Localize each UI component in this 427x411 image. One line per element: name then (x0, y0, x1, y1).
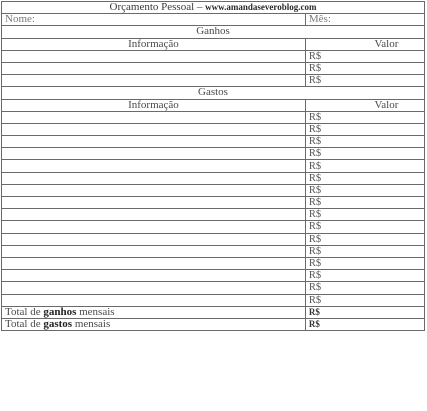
gastos-value-cell[interactable]: R$ (305, 245, 424, 257)
gastos-info-cell[interactable] (2, 221, 306, 233)
ganhos-info-cell[interactable] (2, 75, 306, 87)
gastos-row (2, 160, 425, 172)
ganhos-row (2, 50, 425, 62)
gastos-value-cell[interactable]: R$ (305, 282, 424, 294)
gastos-value-cell[interactable]: R$ (305, 270, 424, 282)
total-ganhos-label (2, 306, 306, 318)
gastos-value-cell[interactable]: R$ (305, 111, 424, 123)
ganhos-info-cell[interactable] (2, 50, 306, 62)
gastos-value-cell[interactable]: R$ (305, 209, 424, 221)
gastos-row (2, 111, 425, 123)
ganhos-value-header: Valor (305, 38, 424, 50)
gastos-row (2, 197, 425, 209)
title-site: www.amandaseveroblog.com (205, 2, 317, 13)
gastos-value-cell[interactable]: R$ (305, 294, 424, 306)
gastos-header-row (2, 99, 425, 111)
gastos-info-cell[interactable] (2, 294, 306, 306)
total-ganhos-post: mensais (76, 306, 115, 318)
title-text: Orçamento Pessoal – (109, 1, 203, 14)
gastos-info-cell[interactable] (2, 257, 306, 269)
month-field[interactable]: Mês: (305, 14, 424, 26)
gastos-info-cell[interactable] (2, 123, 306, 135)
total-gastos-row (2, 318, 425, 330)
gastos-value-cell[interactable]: R$ (305, 221, 424, 233)
title-row (2, 2, 425, 14)
ganhos-section-title: Ganhos (2, 26, 425, 38)
gastos-value-cell[interactable]: R$ (305, 160, 424, 172)
ganhos-value-cell[interactable]: R$ (305, 62, 424, 74)
gastos-row (2, 184, 425, 196)
gastos-info-cell[interactable] (2, 136, 306, 148)
ganhos-info-cell[interactable] (2, 62, 306, 74)
gastos-info-cell[interactable] (2, 209, 306, 221)
gastos-row (2, 136, 425, 148)
ganhos-row (2, 75, 425, 87)
total-gastos-label (2, 318, 306, 330)
gastos-info-cell[interactable] (2, 282, 306, 294)
gastos-value-cell[interactable]: R$ (305, 136, 424, 148)
budget-table-body (2, 2, 425, 331)
ganhos-value-cell[interactable]: R$ (305, 50, 424, 62)
budget-table (1, 1, 425, 331)
total-gastos-post: mensais (72, 318, 111, 330)
gastos-info-header: Informação (2, 99, 306, 111)
ganhos-row (2, 62, 425, 74)
gastos-value-header: Valor (305, 99, 424, 111)
gastos-info-cell[interactable] (2, 160, 306, 172)
gastos-info-cell[interactable] (2, 172, 306, 184)
total-gastos-value[interactable]: R$ (305, 318, 424, 330)
ganhos-value-cell[interactable]: R$ (305, 75, 424, 87)
gastos-row (2, 270, 425, 282)
gastos-row (2, 172, 425, 184)
name-month-row (2, 14, 425, 26)
gastos-row (2, 148, 425, 160)
ganhos-section-row (2, 26, 425, 38)
gastos-section-row (2, 87, 425, 99)
gastos-row (2, 257, 425, 269)
gastos-value-cell[interactable]: R$ (305, 257, 424, 269)
ganhos-header-row (2, 38, 425, 50)
sheet-title (2, 2, 425, 14)
ganhos-info-header: Informação (2, 38, 306, 50)
gastos-section-title: Gastos (2, 87, 425, 99)
gastos-info-cell[interactable] (2, 233, 306, 245)
total-ganhos-pre: Total de (5, 306, 44, 318)
gastos-row (2, 209, 425, 221)
total-ganhos-row (2, 306, 425, 318)
gastos-info-cell[interactable] (2, 111, 306, 123)
gastos-info-cell[interactable] (2, 184, 306, 196)
gastos-row (2, 233, 425, 245)
gastos-info-cell[interactable] (2, 245, 306, 257)
total-ganhos-value[interactable]: R$ (305, 306, 424, 318)
gastos-value-cell[interactable]: R$ (305, 172, 424, 184)
gastos-value-cell[interactable]: R$ (305, 233, 424, 245)
total-gastos-pre: Total de (5, 318, 44, 330)
gastos-value-cell[interactable]: R$ (305, 123, 424, 135)
gastos-row (2, 245, 425, 257)
gastos-row (2, 282, 425, 294)
gastos-value-cell[interactable]: R$ (305, 197, 424, 209)
gastos-info-cell[interactable] (2, 270, 306, 282)
gastos-row (2, 294, 425, 306)
name-field[interactable]: Nome: (2, 14, 306, 26)
total-ganhos-bold: ganhos (43, 306, 77, 318)
gastos-info-cell[interactable] (2, 197, 306, 209)
gastos-row (2, 221, 425, 233)
gastos-value-cell[interactable]: R$ (305, 184, 424, 196)
gastos-value-cell[interactable]: R$ (305, 148, 424, 160)
total-gastos-bold: gastos (43, 318, 73, 330)
gastos-info-cell[interactable] (2, 148, 306, 160)
gastos-row (2, 123, 425, 135)
